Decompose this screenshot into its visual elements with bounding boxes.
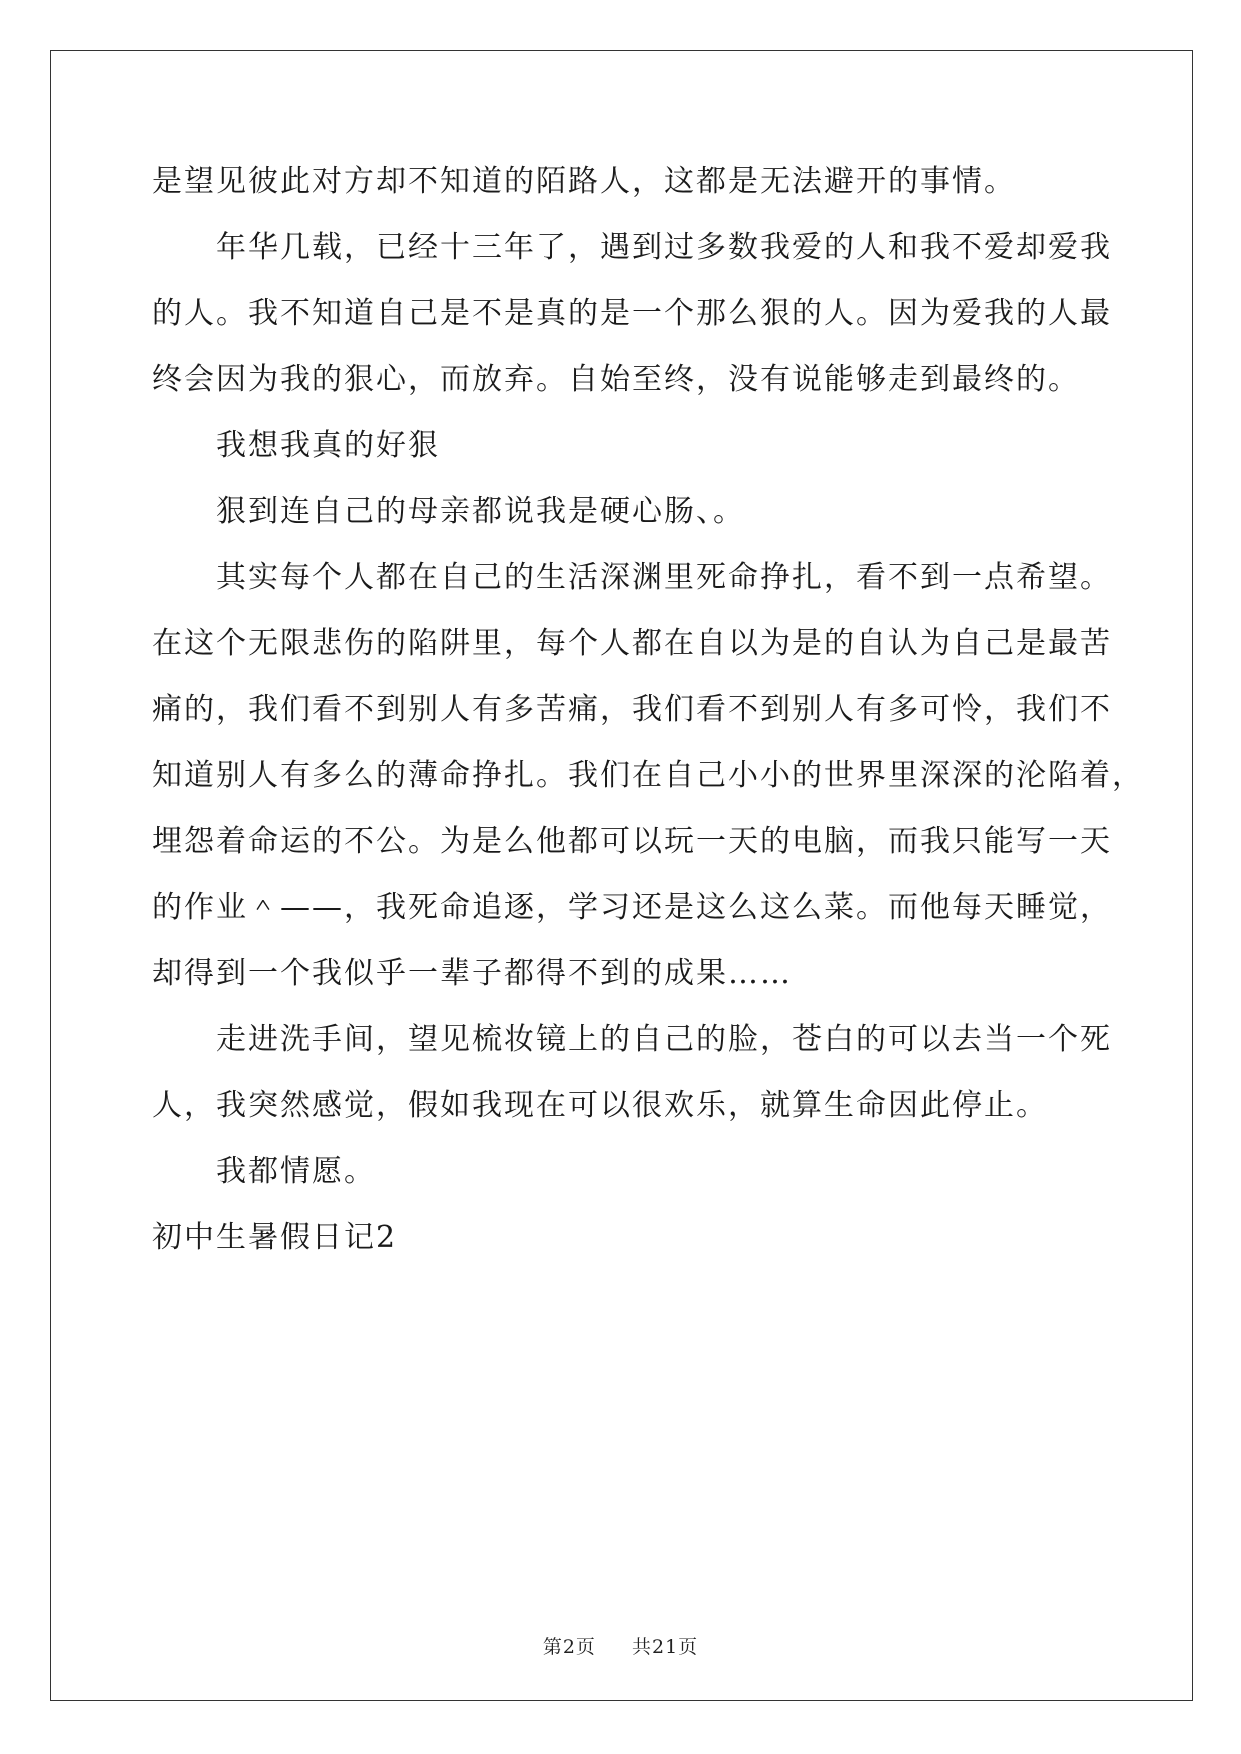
- paragraph-line: 我想我真的好狠: [216, 428, 440, 463]
- page-footer: [0, 1632, 1241, 1659]
- paragraph-line: 的人。我不知道自己是不是真的是一个那么狠的人。因为爱我的人最: [152, 296, 1112, 331]
- paragraph-line: 痛的，我们看不到别人有多苦痛，我们看不到别人有多可怜，我们不: [152, 692, 1112, 727]
- paragraph-line: 走进洗手间，望见梳妆镜上的自己的脸，苍白的可以去当一个死: [216, 1022, 1112, 1057]
- paragraph-line: 是望见彼此对方却不知道的陌路人，这都是无法避开的事情。: [152, 164, 1016, 199]
- paragraph-line: 其实每个人都在自己的生活深渊里死命挣扎，看不到一点希望。: [216, 560, 1112, 595]
- paragraph-line: 我都情愿。: [216, 1154, 376, 1189]
- paragraph-line: 的作业＾——，我死命追逐，学习还是这么这么菜。而他每天睡觉，: [152, 890, 1112, 925]
- paragraph-line: 却得到一个我似乎一辈子都得不到的成果……: [152, 956, 792, 991]
- paragraph-line: 人，我突然感觉，假如我现在可以很欢乐，就算生命因此停止。: [152, 1088, 1048, 1123]
- section-heading: 初中生暑假日记2: [152, 1220, 398, 1255]
- paragraph-line: 终会因为我的狠心，而放弃。自始至终，没有说能够走到最终的。: [152, 362, 1080, 397]
- page-total: 共21页: [632, 1636, 699, 1658]
- page-number: 第2页: [542, 1636, 596, 1658]
- paragraph-line: 知道别人有多么的薄命挣扎。我们在自己小小的世界里深深的沦陷着，: [152, 758, 1144, 793]
- paragraph-line: 年华几载，已经十三年了，遇到过多数我爱的人和我不爱却爱我: [216, 230, 1112, 265]
- paragraph-line: 在这个无限悲伤的陷阱里，每个人都在自以为是的自认为自己是最苦: [152, 626, 1112, 661]
- paragraph-line: 狠到连自己的母亲都说我是硬心肠、。: [216, 494, 745, 529]
- paragraph-line: 埋怨着命运的不公。为是么他都可以玩一天的电脑，而我只能写一天: [152, 824, 1112, 859]
